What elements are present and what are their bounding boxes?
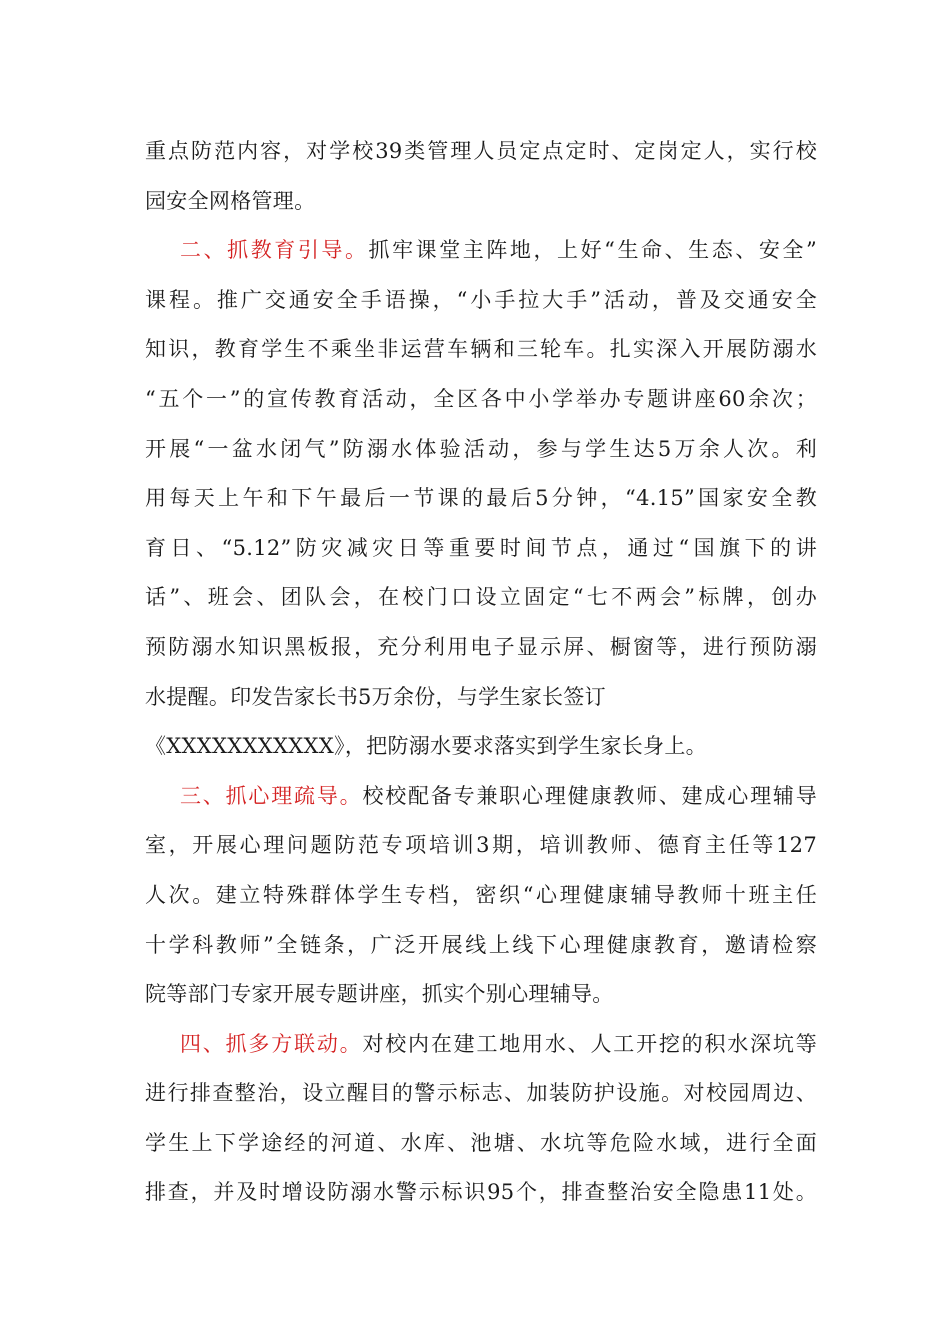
section-coordination	[145, 1020, 817, 1218]
section-first-line-text: 校校配备专兼职心理健康教师、建成心理辅导	[362, 783, 818, 808]
paragraph-line: 育日、“5.12”防灾减灾日等重要时间节点，通过“国旗下的讲	[145, 535, 817, 560]
paragraph-line: 用每天上午和下午最后一节课的最后5分钟，“4.15”国家安全教	[145, 486, 817, 511]
section-first-line-text: 抓牢课堂主阵地，上好“生命、生态、安全”	[368, 238, 817, 263]
paragraph-line: 预防溺水知识黑板报，充分利用电子显示屏、橱窗等，进行预防溺	[145, 634, 817, 659]
section-heading: 二、抓教育引导。	[180, 238, 369, 263]
paragraph-line: 开展“一盆水闭气”防溺水体验活动，参与学生达5万余人次。利	[145, 436, 817, 461]
document-body	[145, 127, 817, 1218]
section-first-line	[145, 1020, 817, 1070]
section-heading: 三、抓心理疏导。	[180, 783, 363, 808]
paragraph-line: 院等部门专家开展专题讲座，抓实个别心理辅导。	[145, 982, 614, 1007]
section-first-line	[145, 226, 817, 276]
intro-paragraph	[145, 127, 817, 226]
paragraph-line: 知识，教育学生不乘坐非运营车辆和三轮车。扎实深入开展防溺水	[145, 337, 817, 362]
paragraph-line: “五个一”的宣传教育活动，全区各中小学举办专题讲座60余次；	[145, 386, 817, 411]
paragraph-line: 课程。推广交通安全手语操，“小手拉大手”活动，普及交通安全	[145, 287, 817, 312]
paragraph-line: 十学科教师”全链条，广泛开展线上线下心理健康教育，邀请检察	[145, 932, 817, 957]
paragraph-line: 人次。建立特殊群体学生专档，密织“心理健康辅导教师十班主任	[145, 882, 817, 907]
paragraph-line: 水提醒。印发告家长书5万余份，与学生家长签订	[145, 684, 606, 709]
section-psychology	[145, 772, 817, 1020]
paragraph-line: 话”、班会、团队会，在校门口设立固定“七不两会”标牌，创办	[145, 585, 817, 610]
section-first-line	[145, 772, 817, 822]
paragraph-line: 学生上下学途经的河道、水库、池塘、水坑等危险水域，进行全面	[145, 1130, 817, 1155]
paragraph-line: 园安全网格管理。	[145, 188, 316, 213]
paragraph-line: 《XXXXXXXXXXX》，把防溺水要求落实到学生家长身上。	[145, 734, 707, 759]
section-first-line-text: 对校内在建工地用水、人工开挖的积水深坑等	[362, 1031, 818, 1056]
section-heading: 四、抓多方联动。	[180, 1031, 363, 1056]
paragraph-line: 进行排查整治，设立醒目的警示标志、加装防护设施。对校园周边、	[145, 1081, 817, 1106]
paragraph-line: 室，开展心理问题防范专项培训3期，培训教师、德育主任等127	[145, 833, 817, 858]
paragraph-line: 重点防范内容，对学校39类管理人员定点定时、定岗定人，实行校	[145, 139, 817, 163]
paragraph-line: 排查，并及时增设防溺水警示标识95个，排查整治安全隐患11处。	[145, 1180, 817, 1205]
section-education	[145, 226, 817, 772]
